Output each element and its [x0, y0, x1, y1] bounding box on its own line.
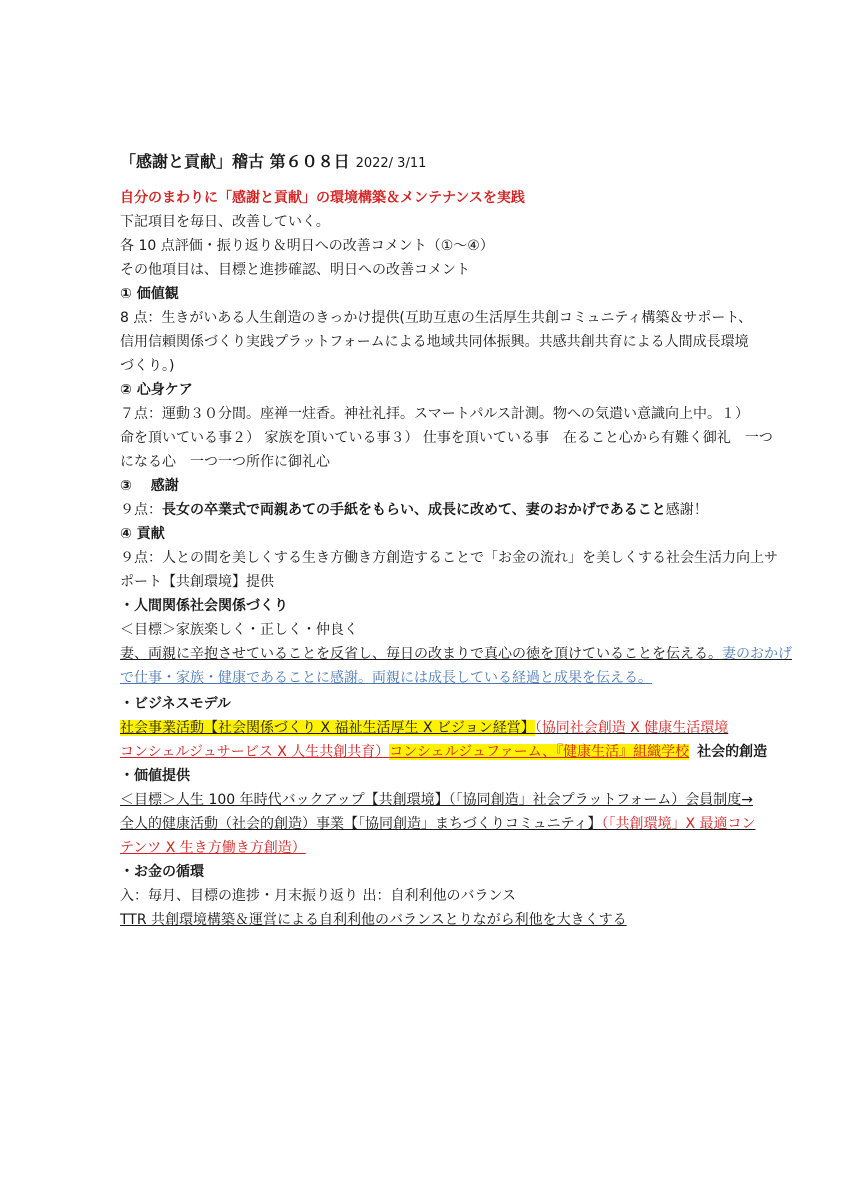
section-care-heading: ② 心身ケア — [120, 382, 193, 398]
human-relations-line — [120, 642, 792, 666]
business-model-tail: 社会的創造 — [697, 744, 768, 760]
section-care-line: ７点：運動３０分間。座禅一炷香。神社礼拝。スマートパルス計測。物への気遣い意識向上中。１） — [120, 406, 750, 422]
section-contribution-line: ポート【共創環境】提供 — [120, 574, 274, 590]
money-cycle-line: 入：毎月、目標の進捗・月末振り返り 出：自利利他のバランス — [120, 888, 517, 904]
section-contribution-line: ９点：人との間を美しくする生き方働き方創造することで「お金の流れ」を美しくする社会生活力向上サ — [120, 550, 778, 566]
value-provision-line — [120, 836, 740, 860]
human-relations-text-blue: 妻のおかげ — [722, 646, 792, 662]
business-model-line — [120, 740, 768, 764]
intro-line-2: 各 10 点評価・振り返り＆明日への改善コメント（①～④） — [120, 238, 494, 254]
intro-line-1: 下記項目を毎日、改善していく。 — [120, 214, 330, 230]
value-provision-line — [120, 812, 756, 836]
section-care-line: になる心 一つ一つ所作に御礼心 — [120, 454, 330, 470]
gratitude-body: 長女の卒業式で両親あての手紙をもらい、成長に改めて、妻のおかげであること — [162, 502, 666, 518]
intro-line-3: その他項目は、目標と進捗確認、明日への改善コメント — [120, 262, 470, 278]
document-title — [120, 150, 740, 176]
business-model-highlight-red: コンシェルジュファーム、『健康生活』組織学校 — [389, 744, 690, 760]
section-gratitude-heading: ③ 感謝 — [120, 478, 179, 494]
section-values-line: づくり。) — [120, 358, 175, 374]
value-provision-red: テンツ X 生き方働き方創造） — [120, 840, 306, 856]
section-care-line: 命を頂いている事２） 家族を頂いている事３） 仕事を頂いている事 在ること心から有難く御礼 一つ — [120, 430, 773, 446]
title-date: 2022/ 3/11 — [355, 156, 427, 171]
money-cycle-line: TTR 共創環境構築＆運営による自利利他のバランスとりながら利他を大きくする — [120, 912, 627, 928]
business-model-highlight: 社会事業活動【社会関係づくり X 福祉生活厚生 X ビジョン経営】 — [120, 720, 535, 736]
money-cycle-heading: ・お金の循環 — [120, 864, 204, 880]
business-model-red: コンシェルジュサービス X 人生共創共育） — [120, 744, 390, 760]
human-relations-line-blue: で仕事・家族・健康であることに感謝。両親には成長している経過と成果を伝える。 — [120, 670, 652, 686]
gratitude-score: ９点： — [120, 502, 162, 518]
human-relations-text: 妻、両親に辛抱させていることを反省し、毎日の改まりで真心の徳を頂けていることを伝える。 — [120, 646, 722, 662]
title-text: 「感謝と貢献」稽古 第６０８日 — [120, 152, 350, 171]
section-values-line: 信用信頼関係づくり実践プラットフォームによる地域共同体振興。共感共創共育による人間成長環境 — [120, 334, 749, 350]
document-subtitle: 自分のまわりに「感謝と貢献」の環境構築＆メンテナンスを実践 — [120, 190, 525, 206]
business-model-red: （協同社会創造 X 健康生活環境 — [534, 720, 729, 736]
section-values-heading: ① 価値観 — [120, 286, 179, 302]
human-relations-heading: ・人間関係社会関係づくり — [120, 598, 288, 614]
business-model-heading: ・ビジネスモデル — [120, 696, 231, 712]
section-contribution-heading: ④ 貢献 — [120, 526, 165, 542]
business-model-line — [120, 716, 740, 740]
value-provision-text: 全人的健康活動（社会的創造）事業【「協同創造」まちづくりコミュニティ】 — [120, 816, 602, 832]
section-values-line: 8 点：生きがいある人生創造のきっかけ提供(互助互恵の生活厚生共創コミュニティ構築＆サポート、 — [120, 310, 753, 326]
section-gratitude-line — [120, 498, 740, 522]
value-provision-line: ＜目標＞人生 100 年時代バックアップ【共創環境】（「協同創造」社会プラットフォーム）会員制度→ — [120, 792, 753, 808]
value-provision-heading: ・価値提供 — [120, 768, 190, 784]
value-provision-red: （「共創環境」X 最適コン — [601, 816, 756, 832]
document-page — [120, 150, 792, 932]
gratitude-suffix: 感謝！ — [665, 502, 708, 518]
human-relations-goal: ＜目標＞家族楽しく・正しく・仲良く — [120, 622, 358, 638]
